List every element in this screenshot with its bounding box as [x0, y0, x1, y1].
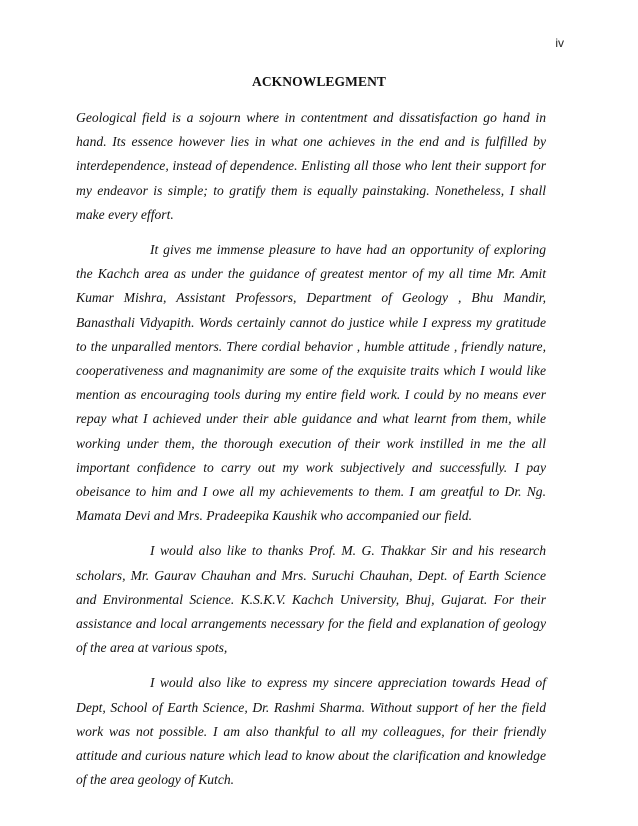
paragraph-appreciation: I would also like to express my sincere appreciation towards Head of Dept, School of Earth Science, Dr. Rashmi Sharma. Without support of her the field work was not possible. I am also thankful to all my colleagues, for their friendly attitude and curious nature which lead to know about the clarification and knowledge of the area geology of Kutch.: [76, 675, 546, 788]
acknowledgment-body: [76, 106, 546, 803]
page-number: iv: [555, 36, 564, 50]
paragraph-thanks-kachch: I would also like to thanks Prof. M. G. Thakkar Sir and his research scholars, Mr. Gaurav Chauhan and Mrs. Suruchi Chauhan, Dept. of Earth Science and Environmental Science. K.S.K.V. Kachch University, Bhuj, Gujarat. For their assistance and local arrangements necessary for the field and explanation of geology of the area at various spots,: [76, 543, 546, 656]
paragraph-mentors: It gives me immense pleasure to have had an opportunity of exploring the Kachch area as under the guidance of greatest mentor of my all time Mr. Amit Kumar Mishra, Assistant Professors, Department of Geology , Bhu Mandir, Banasthali Vidyapith. Words certainly cannot do justice while I express my gratitude to the unparalled mentors. There cordial behavior , humble attitude , friendly nature, cooperativeness and magnanimity are some of the exquisite traits which I would like mention as encouraging tools during my entire field work. I could by no means ever repay what I achieved under their able guidance and what learnt from them, while working under them, the thorough execution of their work instilled in me the all important confidence to carry out my work subjectively and successfully. I pay obeisance to him and I owe all my achievements to them. I am greatful to Dr. Ng. Mamata Devi and Mrs. Pradeepika Kaushik who accompanied our field.: [76, 242, 546, 524]
page-title: ACKNOWLEGMENT: [251, 74, 387, 89]
paragraph-intro: Geological field is a sojourn where in contentment and dissatisfaction go hand in hand. Its essence however lies in what one achieves in the end and is fulfilled by interdependence, instead of dependence. Enlisting all those who lent their support for my endeavor is simple; to gratify them is equally painstaking. Nonetheless, I shall make every effort.: [76, 110, 546, 222]
